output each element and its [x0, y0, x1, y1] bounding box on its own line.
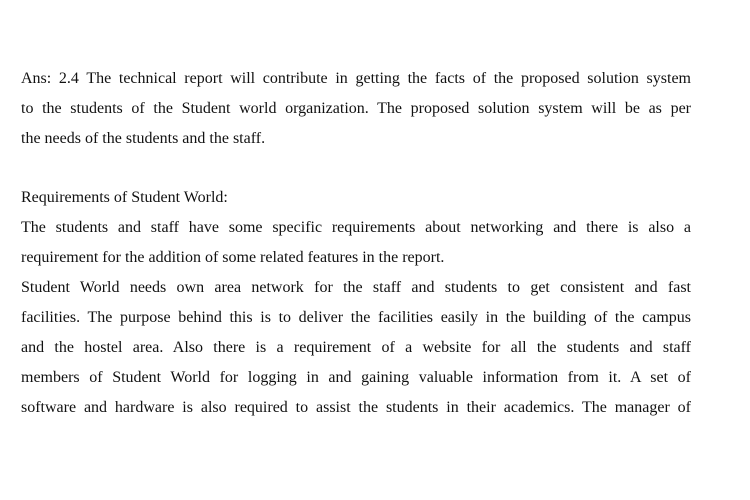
answer-line-1: Ans: 2.4 The technical report will contribute in getting the facts of the proposed solution system [21, 70, 691, 87]
network-line-2: facilities. The purpose behind this is to deliver the facilities easily in the building of the campus [21, 309, 691, 326]
network-line-1: Student World needs own area network for the staff and students to get consistent and fast [21, 279, 691, 296]
paragraph-gap [21, 154, 691, 183]
requirements-section [21, 183, 691, 423]
requirements-heading: Requirements of Student World: [21, 189, 228, 206]
answer-line-2: to the students of the Student world organization. The proposed solution system will be as per [21, 100, 691, 117]
network-line-5: software and hardware is also required to assist the students in their academics. The manager of [21, 399, 691, 416]
document-body [21, 64, 691, 423]
requirements-line-1: The students and staff have some specific requirements about networking and there is also a [21, 219, 691, 236]
requirements-line-2: requirement for the addition of some related features in the report. [21, 249, 445, 266]
answer-paragraph [21, 64, 691, 154]
network-line-4: members of Student World for logging in and gaining valuable information from it. A set of [21, 369, 691, 386]
answer-line-3: the needs of the students and the staff. [21, 130, 266, 147]
network-line-3: and the hostel area. Also there is a requirement of a website for all the students and staff [21, 339, 691, 356]
